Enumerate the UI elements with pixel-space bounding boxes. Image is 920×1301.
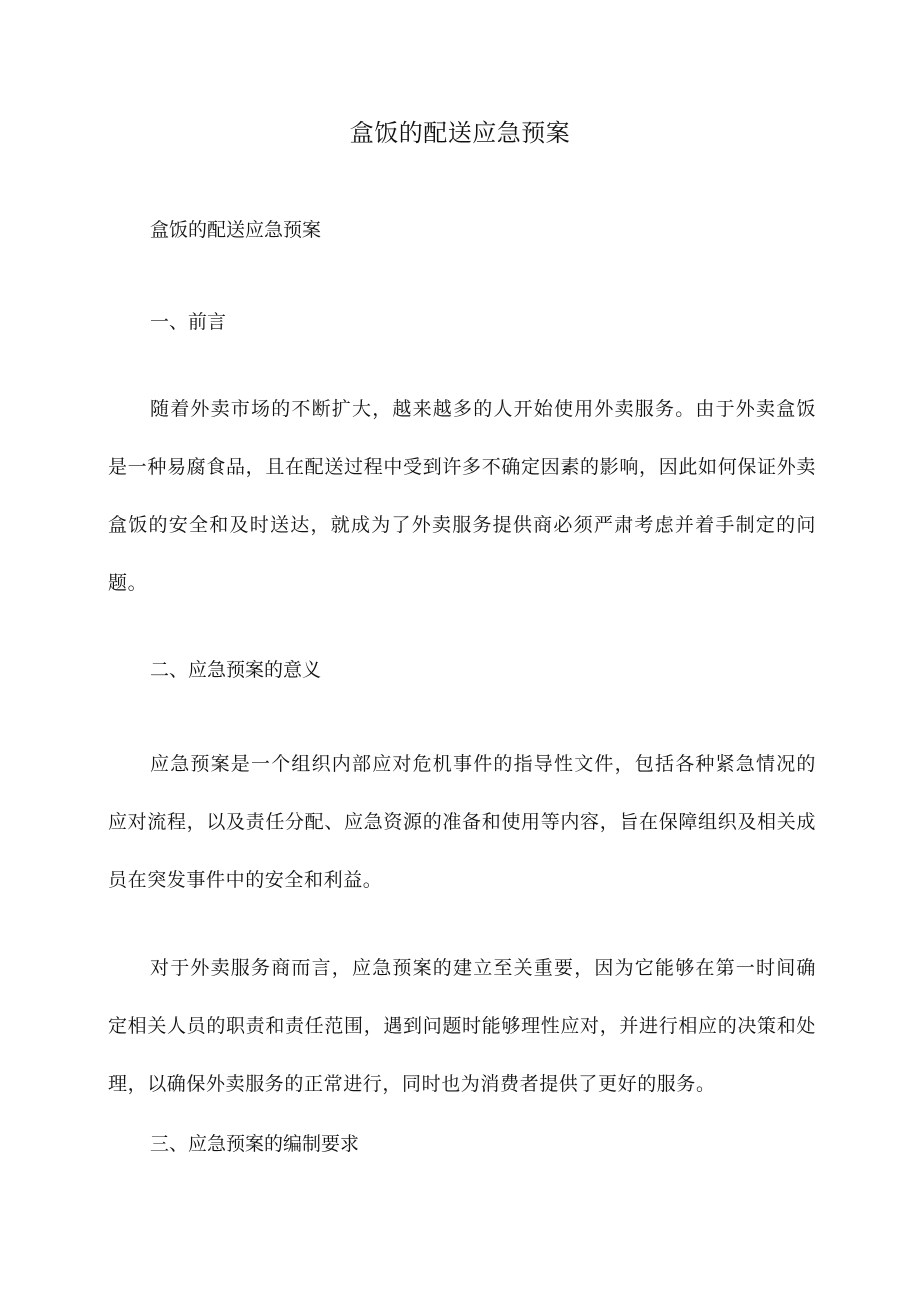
section-heading-foreword: 一、前言 — [150, 311, 227, 333]
paragraph-foreword: 随着外卖市场的不断扩大，越来越多的人开始使用外卖服务。由于外卖盒饭是一种易腐食品，且在配送过程中受到许多不确定因素的影响，因此如何保证外卖盒饭的安全和及时送达，就成为了外卖服务提供商必须严肃考虑并着手制定的问题。 — [108, 398, 816, 594]
paragraph-significance-1: 应急预案是一个组织内部应对危机事件的指导性文件，包括各种紧急情况的应对流程，以及责任分配、应急资源的准备和使用等内容，旨在保障组织及相关成员在突发事件中的安全和利益。 — [108, 753, 816, 891]
document-title: 盒饭的配送应急预案 — [349, 119, 571, 147]
section-heading-requirements: 三、应急预案的编制要求 — [150, 1133, 360, 1155]
document-subtitle: 盒饭的配送应急预案 — [150, 219, 322, 241]
section-heading-significance: 二、应急预案的意义 — [150, 659, 322, 681]
paragraph-significance-2: 对于外卖服务商而言，应急预案的建立至关重要，因为它能够在第一时间确定相关人员的职责和责任范围，遇到问题时能够理性应对，并进行相应的决策和处理，以确保外卖服务的正常进行，同时也为消费者提供了更好的服务。 — [108, 957, 816, 1095]
